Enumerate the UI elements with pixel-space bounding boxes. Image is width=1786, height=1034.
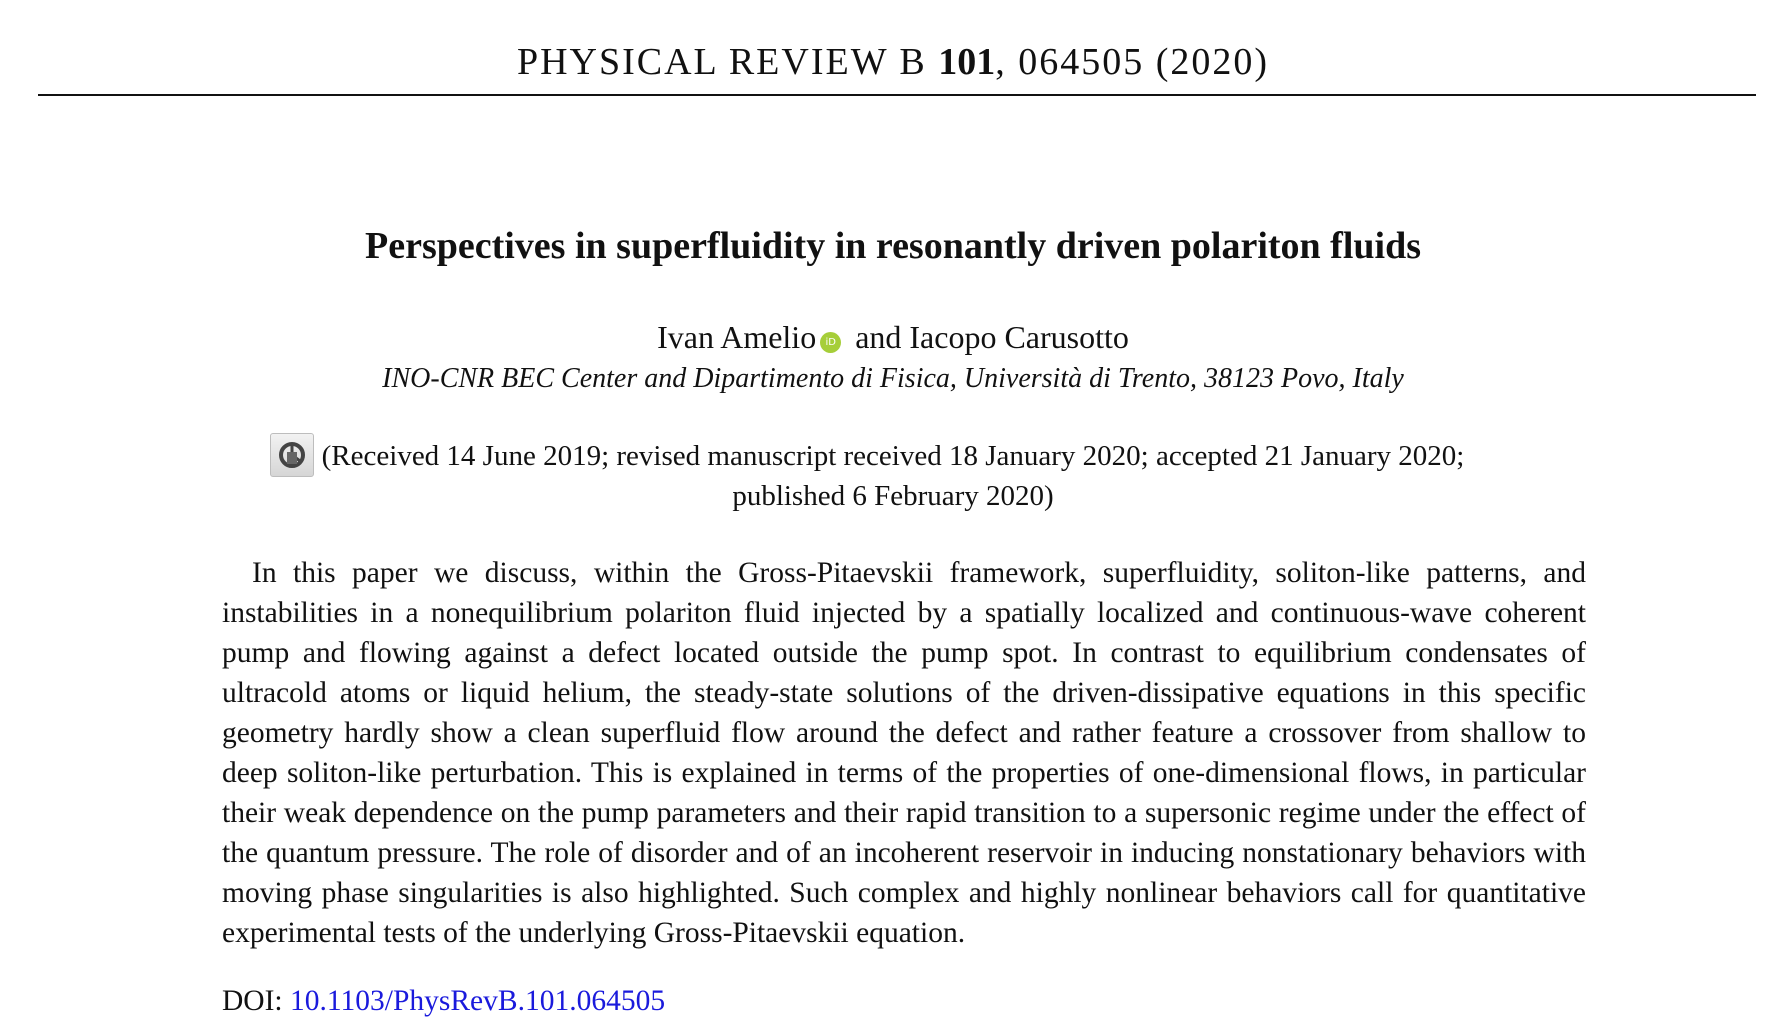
received-dates <box>290 436 1496 516</box>
author-line <box>0 318 1786 356</box>
journal-volume: 101 <box>938 41 996 83</box>
received-line-2: published 6 February 2020) <box>732 480 1054 512</box>
received-line-1: (Received 14 June 2019; revised manuscript received 18 January 2020; accepted 21 January 2020; <box>321 440 1465 472</box>
doi-link[interactable]: 10.1103/PhysRevB.101.064505 <box>290 985 666 1017</box>
journal-header <box>0 40 1786 86</box>
doi-line <box>222 981 665 1021</box>
journal-article-year: , 064505 (2020) <box>995 41 1270 83</box>
author-first[interactable]: Ivan Amelio <box>657 319 817 355</box>
header-rule <box>38 94 1756 96</box>
affiliation: INO-CNR BEC Center and Dipartimento di Fisica, Università di Trento, 38123 Povo, Italy <box>382 363 1404 394</box>
journal-name: PHYSICAL REVIEW B <box>516 41 927 83</box>
author-rest[interactable]: and Iacopo Carusotto <box>847 319 1129 355</box>
orcid-icon[interactable]: iD <box>820 332 841 353</box>
paper-title: Perspectives in superfluidity in resonantly driven polariton fluids <box>365 225 1421 267</box>
abstract: In this paper we discuss, within the Gross-Pitaevskii framework, superfluidity, soliton-like patterns, and instabilities in a nonequilibrium polariton fluid injected by a spatially localized and continuous-wave coherent pump and flowing against a defect located outside the pump spot. In contrast to equilibrium condensates of ultracold atoms or liquid helium, the steady-state solutions of the driven-dissipative equations in this specific geometry hardly show a clean superfluid flow around the defect and rather feature a crossover from shallow to deep soliton-like perturbation. This is explained in terms of the properties of one-dimensional flows, in particular their weak dependence on the pump parameters and their rapid transition to a supersonic regime under the effect of the quantum pressure. The role of disorder and of an incoherent reservoir in inducing nonstationary behaviors with moving phase singularities is also highlighted. Such complex and highly nonlinear behaviors call for quantitative experimental tests of the underlying Gross-Pitaevskii equation. <box>222 557 1586 949</box>
doi-label: DOI: <box>222 985 291 1017</box>
